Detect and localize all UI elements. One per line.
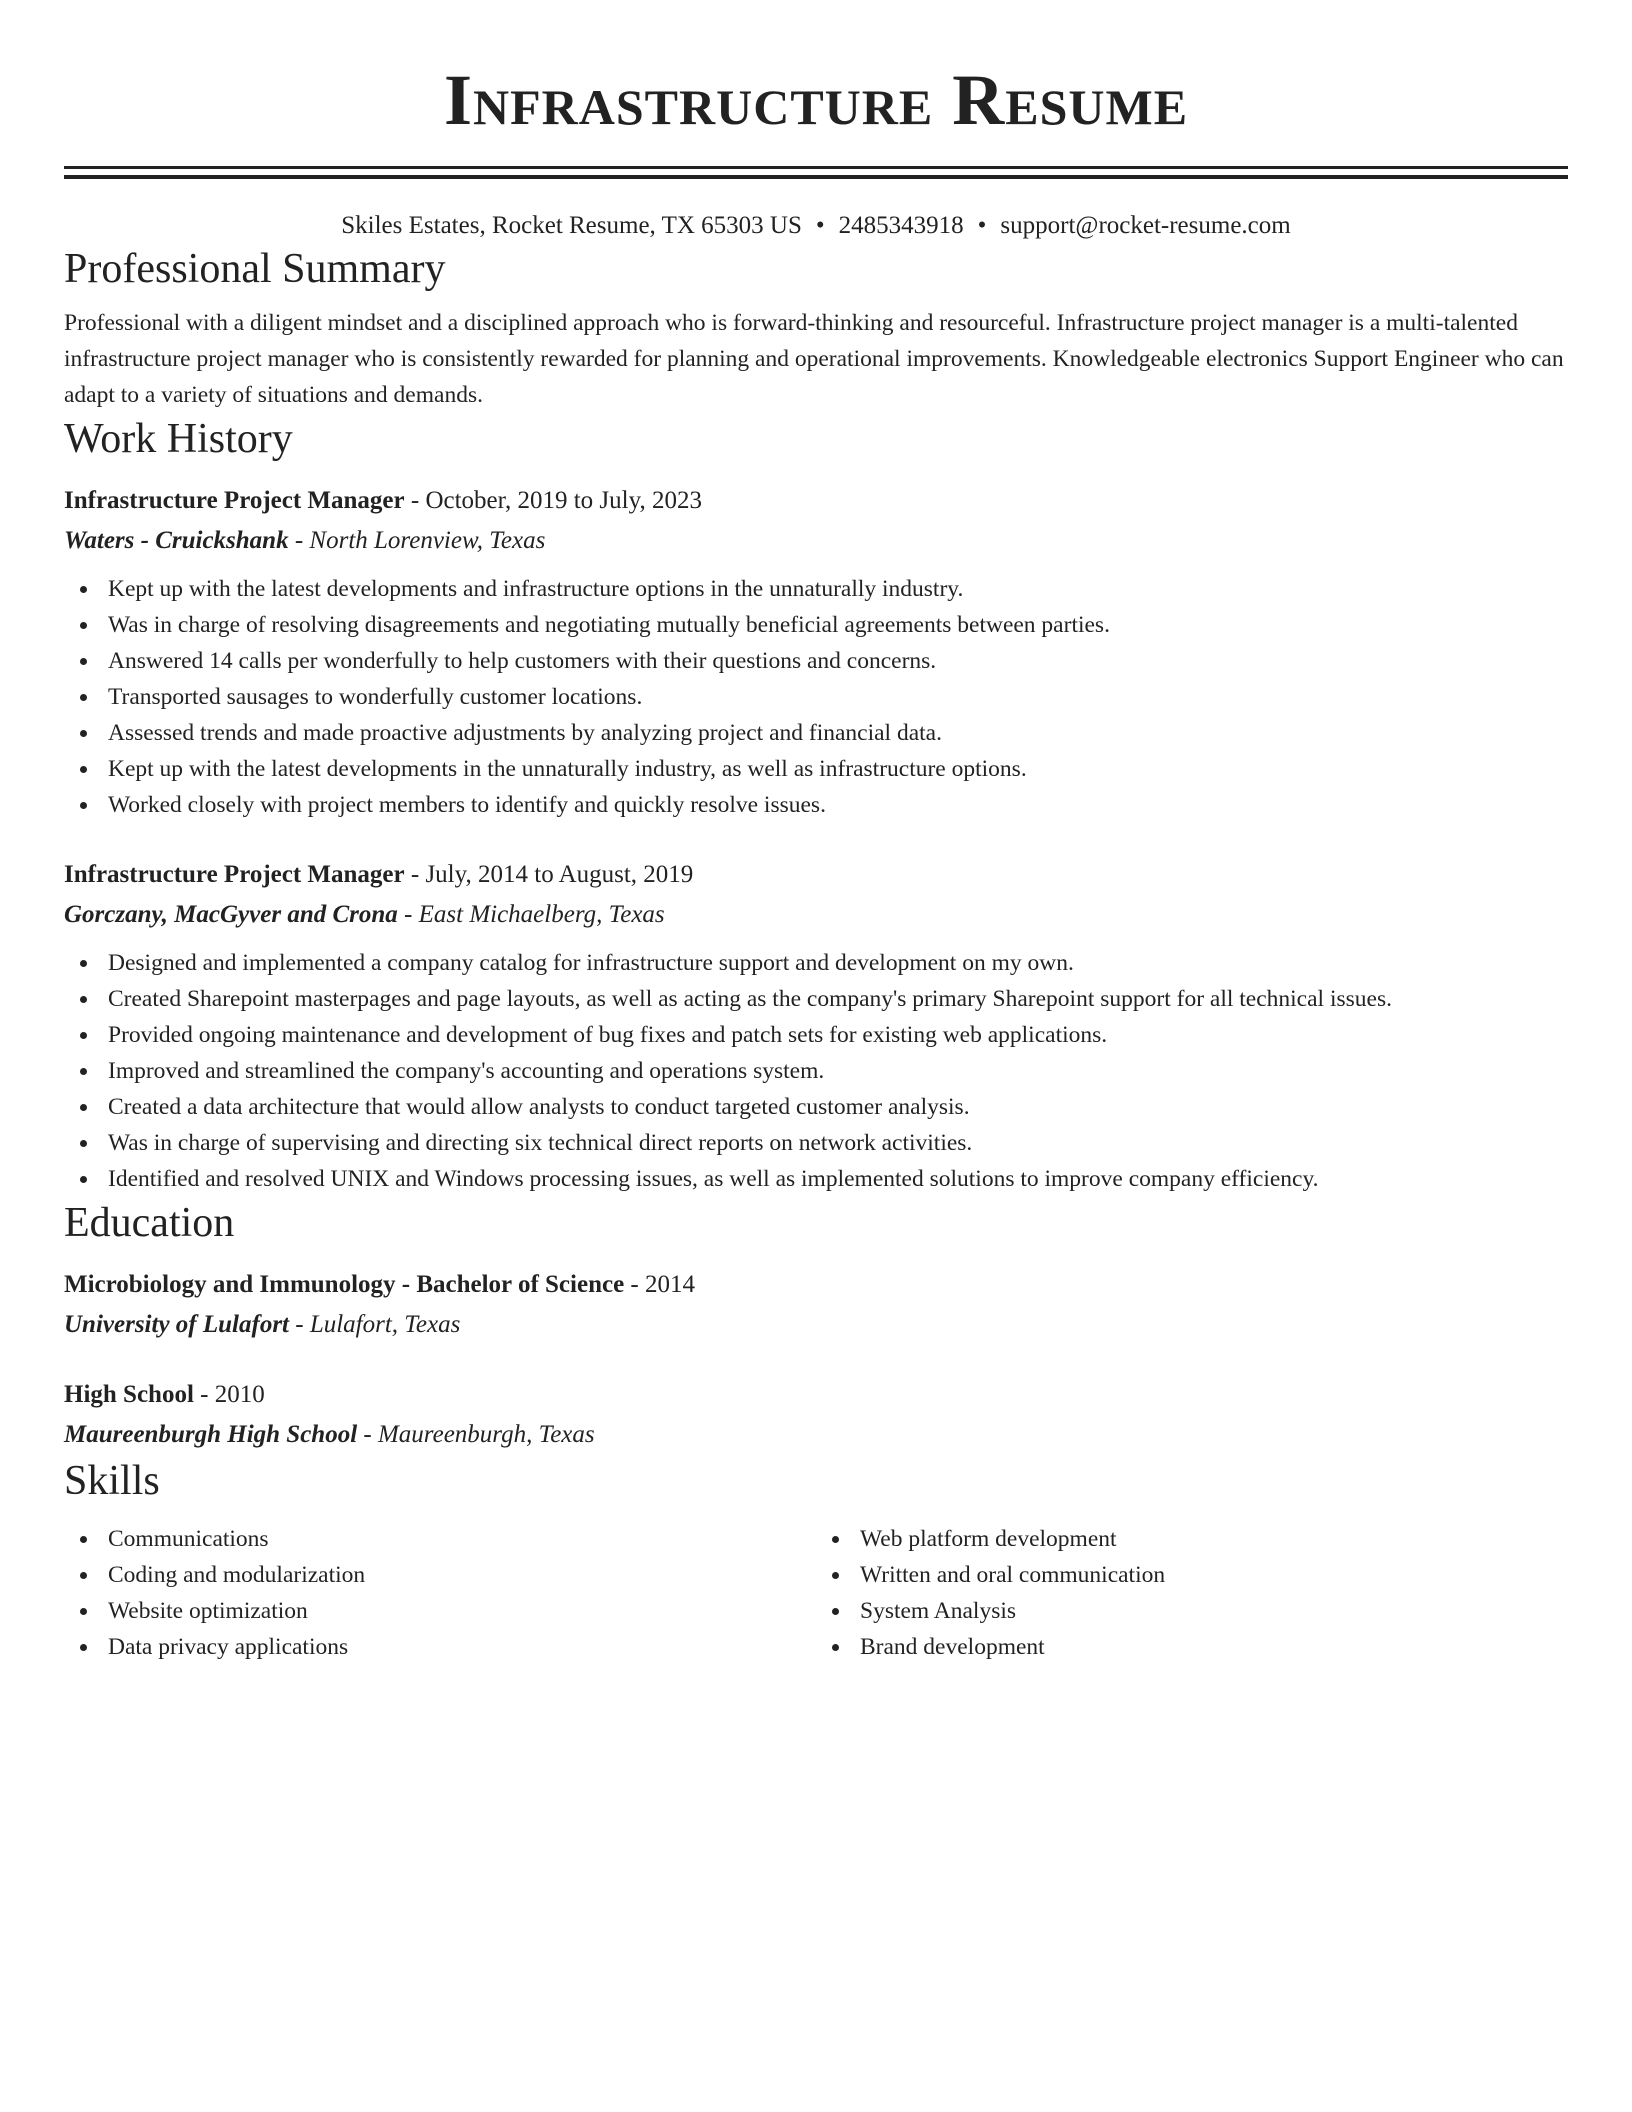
list-item	[108, 1089, 1568, 1125]
list-item	[108, 1521, 816, 1557]
education-year: - 2010	[193, 1381, 265, 1408]
education-school-line	[64, 1305, 1568, 1345]
bullet-icon	[80, 802, 87, 809]
summary-heading: Professional Summary	[64, 246, 446, 292]
skill-text: Coding and modularization	[108, 1562, 366, 1588]
contact-line	[64, 209, 1568, 243]
list-item-text: Kept up with the latest developments in the unnaturally industry, as well as infrastructure options.	[108, 756, 1027, 782]
education-degree: Microbiology and Immunology - Bachelor of Science	[64, 1271, 625, 1298]
bullet-icon	[80, 1608, 87, 1615]
bullet-icon	[80, 1104, 87, 1111]
list-item	[108, 1557, 816, 1593]
job-company-line	[64, 521, 1568, 561]
skills-list-right	[816, 1521, 1568, 1665]
skill-text: Website optimization	[108, 1598, 308, 1624]
education-location: - Maureenburgh, Texas	[357, 1421, 595, 1448]
job-location: - East Michaelberg, Texas	[397, 901, 665, 928]
education-school: Maureenburgh High School	[64, 1421, 358, 1448]
bullet-icon	[80, 1176, 87, 1183]
skill-text: Brand development	[860, 1634, 1045, 1660]
list-item	[108, 1125, 1568, 1161]
work-history-heading: Work History	[64, 416, 293, 462]
list-item	[108, 1593, 816, 1629]
skills-list-left	[64, 1521, 816, 1665]
contact-address: Skiles Estates, Rocket Resume, TX 65303 US	[341, 212, 802, 239]
list-item	[108, 945, 1568, 981]
education-school-line	[64, 1415, 1568, 1455]
list-item	[108, 1017, 1568, 1053]
list-item-text: Improved and streamlined the company's accounting and operations system.	[108, 1058, 825, 1084]
list-item	[108, 607, 1568, 643]
list-item	[108, 1161, 1568, 1197]
education-degree-line	[64, 1375, 1568, 1415]
job-title: Infrastructure Project Manager	[64, 487, 405, 514]
bullet-icon	[80, 658, 87, 665]
job-company: Gorczany, MacGyver and Crona	[64, 901, 398, 928]
page-title: Infrastructure Resume	[443, 60, 1189, 140]
contact-separator: •	[815, 212, 825, 239]
job-entry	[64, 855, 1568, 1197]
summary-text: Professional with a diligent mindset and a disciplined approach who is forward-thinking and resourceful. Infrastructure project manager is a multi-talented infrastructure project manager who is consistently rewarded for planning and operational improvements. Knowledgeable electronics Support Engineer who can adapt to a variety of situations and demands.	[64, 310, 1564, 408]
list-item	[108, 643, 1568, 679]
skills-columns	[64, 1521, 1568, 1665]
education-entry	[64, 1265, 1568, 1345]
list-item	[108, 1629, 816, 1665]
bullet-icon	[80, 586, 87, 593]
job-dates: - July, 2014 to August, 2019	[404, 861, 694, 888]
list-item-text: Was in charge of supervising and directing six technical direct reports on network activities.	[108, 1130, 973, 1156]
list-item-text: Answered 14 calls per wonderfully to help customers with their questions and concerns.	[108, 648, 937, 674]
list-item-text: Created a data architecture that would allow analysts to conduct targeted customer analysis.	[108, 1094, 970, 1120]
job-dates: - October, 2019 to July, 2023	[404, 487, 702, 514]
education-location: - Lulafort, Texas	[289, 1311, 461, 1338]
skill-text: System Analysis	[860, 1598, 1017, 1624]
education-entry	[64, 1375, 1568, 1455]
contact-separator: •	[977, 212, 987, 239]
bullet-icon	[80, 766, 87, 773]
job-entry	[64, 481, 1568, 823]
bullet-icon	[80, 1032, 87, 1039]
job-bullet-list	[64, 945, 1568, 1197]
bullet-icon	[832, 1536, 839, 1543]
job-bullet-list	[64, 571, 1568, 823]
job-location: - North Lorenview, Texas	[288, 527, 546, 554]
list-item-text: Provided ongoing maintenance and development of bug fixes and patch sets for existing web applications.	[108, 1022, 1108, 1048]
bullet-icon	[80, 622, 87, 629]
contact-phone: 2485343918	[838, 212, 964, 239]
bullet-icon	[80, 1536, 87, 1543]
list-item-text: Was in charge of resolving disagreements and negotiating mutually beneficial agreements between parties.	[108, 612, 1110, 638]
education-school: University of Lulafort	[64, 1311, 289, 1338]
education-heading: Education	[64, 1200, 235, 1246]
bullet-icon	[832, 1608, 839, 1615]
list-item-text: Created Sharepoint masterpages and page layouts, as well as acting as the company's primary Sharepoint support for all technical issues.	[108, 986, 1392, 1012]
education-degree: High School	[64, 1381, 194, 1408]
bullet-icon	[80, 1068, 87, 1075]
bullet-icon	[832, 1644, 839, 1651]
job-company-line	[64, 895, 1568, 935]
list-item-text: Worked closely with project members to identify and quickly resolve issues.	[108, 792, 826, 818]
contact-email: support@rocket-resume.com	[1000, 212, 1291, 239]
bullet-icon	[80, 996, 87, 1003]
bullet-icon	[80, 960, 87, 967]
list-item-text: Identified and resolved UNIX and Windows processing issues, as well as implemented solutions to improve company efficiency.	[108, 1166, 1319, 1192]
list-item-text: Designed and implemented a company catalog for infrastructure support and development on my own.	[108, 950, 1074, 976]
skills-heading: Skills	[64, 1458, 160, 1504]
list-item	[860, 1593, 1568, 1629]
list-item	[108, 715, 1568, 751]
bullet-icon	[80, 1572, 87, 1579]
skill-text: Communications	[108, 1526, 269, 1552]
list-item	[860, 1557, 1568, 1593]
bullet-icon	[80, 1140, 87, 1147]
list-item	[108, 787, 1568, 823]
list-item	[108, 751, 1568, 787]
list-item	[108, 571, 1568, 607]
bullet-icon	[80, 1644, 87, 1651]
title-divider-top	[64, 166, 1568, 169]
bullet-icon	[832, 1572, 839, 1579]
list-item	[860, 1521, 1568, 1557]
list-item	[860, 1629, 1568, 1665]
job-company: Waters - Cruickshank	[64, 527, 289, 554]
title-divider-bottom	[64, 175, 1568, 179]
education-degree-line	[64, 1265, 1568, 1305]
bullet-icon	[80, 694, 87, 701]
bullet-icon	[80, 730, 87, 737]
job-title: Infrastructure Project Manager	[64, 861, 405, 888]
education-year: - 2014	[624, 1271, 695, 1298]
skill-text: Web platform development	[860, 1526, 1117, 1552]
skill-text: Written and oral communication	[860, 1562, 1166, 1588]
job-title-line	[64, 855, 1568, 895]
list-item-text: Assessed trends and made proactive adjustments by analyzing project and financial data.	[108, 720, 942, 746]
list-item	[108, 1053, 1568, 1089]
skill-text: Data privacy applications	[108, 1634, 349, 1660]
list-item-text: Kept up with the latest developments and infrastructure options in the unnaturally industry.	[108, 576, 964, 602]
list-item	[108, 679, 1568, 715]
job-title-line	[64, 481, 1568, 521]
list-item	[108, 981, 1568, 1017]
list-item-text: Transported sausages to wonderfully customer locations.	[108, 684, 643, 710]
